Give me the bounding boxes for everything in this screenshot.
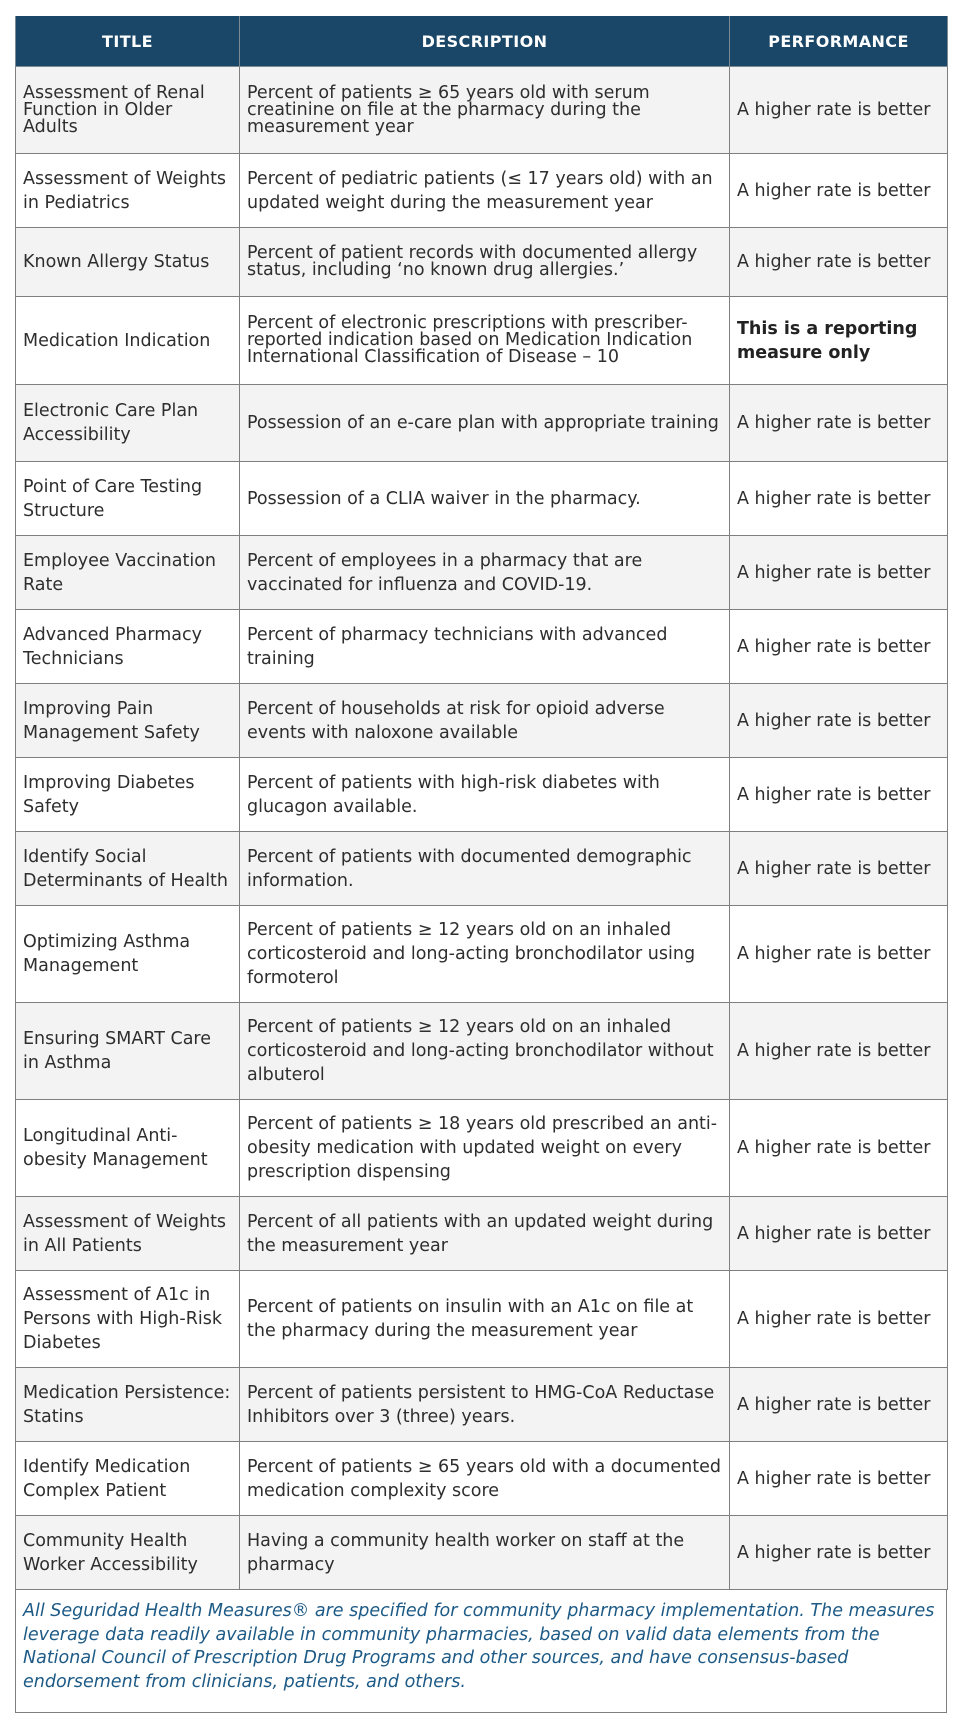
row-performance: A higher rate is better [730,684,948,758]
row-description: Percent of patients ≥ 12 years old on an inhaled corticosteroid and long-acting bronchodilator using formoterol [240,906,730,1003]
table-row [16,67,948,154]
header-performance: PERFORMANCE [730,16,948,67]
row-title: Improving Pain Management Safety [16,684,240,758]
row-performance: A higher rate is better [730,1197,948,1271]
row-title: Assessment of A1c in Persons with High-Risk Diabetes [16,1271,240,1368]
row-title: Ensuring SMART Care in Asthma [16,1003,240,1100]
row-description: Having a community health worker on staff at the pharmacy [240,1516,730,1590]
row-performance: A higher rate is better [730,906,948,1003]
row-description: Possession of an e-care plan with appropriate training [240,385,730,462]
row-title: Employee Vaccination Rate [16,536,240,610]
row-performance: A higher rate is better [730,1516,948,1590]
measures-table [15,16,948,1590]
table-row [16,1003,948,1100]
row-description: Percent of patient records with documented allergy status, including ‘no known drug allergies.’ [240,228,730,297]
row-description: Percent of patients with documented demographic information. [240,832,730,906]
table-row [16,1516,948,1590]
row-description: Percent of patients persistent to HMG-CoA Reductase Inhibitors over 3 (three) years. [240,1368,730,1442]
row-performance: A higher rate is better [730,385,948,462]
row-performance: This is a reporting measure only [730,297,948,385]
table-row [16,1442,948,1516]
table-row [16,610,948,684]
row-description: Percent of patients ≥ 65 years old with serum creatinine on file at the pharmacy during the measurement year [240,67,730,154]
header-title: TITLE [16,16,240,67]
row-description: Percent of patients ≥ 18 years old prescribed an anti-obesity medication with updated weight on every prescription dispensing [240,1100,730,1197]
row-performance: A higher rate is better [730,1442,948,1516]
row-performance: A higher rate is better [730,154,948,228]
table-row [16,536,948,610]
row-title: Advanced Pharmacy Technicians [16,610,240,684]
footnote: All Seguridad Health Measures® are specified for community pharmacy implementation. The measures leverage data readily available in community pharmacies, based on valid data elements from the National Council of Prescription Drug Programs and other sources, and have consensus-based endorsement from clinicians, patients, and others. [15,1590,947,1713]
row-description: Possession of a CLIA waiver in the pharmacy. [240,462,730,536]
table-row [16,462,948,536]
row-title: Identify Social Determinants of Health [16,832,240,906]
row-performance: A higher rate is better [730,1003,948,1100]
row-performance: A higher rate is better [730,1271,948,1368]
table-row [16,154,948,228]
row-title: Longitudinal Anti-obesity Management [16,1100,240,1197]
row-description: Percent of all patients with an updated weight during the measurement year [240,1197,730,1271]
row-description: Percent of patients ≥ 65 years old with a documented medication complexity score [240,1442,730,1516]
table-row [16,906,948,1003]
row-title: Medication Persistence: Statins [16,1368,240,1442]
table-row [16,228,948,297]
row-title: Community Health Worker Accessibility [16,1516,240,1590]
measures-document [15,16,947,1713]
row-performance: A higher rate is better [730,832,948,906]
row-title: Assessment of Weights in All Patients [16,1197,240,1271]
row-description: Percent of patients with high-risk diabetes with glucagon available. [240,758,730,832]
row-performance: A higher rate is better [730,462,948,536]
row-description: Percent of pharmacy technicians with advanced training [240,610,730,684]
row-description: Percent of patients on insulin with an A1c on file at the pharmacy during the measurement year [240,1271,730,1368]
row-title: Assessment of Renal Function in Older Adults [16,67,240,154]
row-performance: A higher rate is better [730,228,948,297]
row-description: Percent of electronic prescriptions with prescriber-reported indication based on Medication Indication International Classification of Disease – 10 [240,297,730,385]
row-description: Percent of pediatric patients (≤ 17 years old) with an updated weight during the measurement year [240,154,730,228]
row-performance: A higher rate is better [730,1100,948,1197]
table-row [16,684,948,758]
row-title: Identify Medication Complex Patient [16,1442,240,1516]
table-row [16,832,948,906]
row-description: Percent of patients ≥ 12 years old on an inhaled corticosteroid and long-acting bronchodilator without albuterol [240,1003,730,1100]
row-performance: A higher rate is better [730,758,948,832]
row-title: Assessment of Weights in Pediatrics [16,154,240,228]
table-row [16,297,948,385]
table-row [16,758,948,832]
row-title: Improving Diabetes Safety [16,758,240,832]
table-row [16,1100,948,1197]
row-title: Medication Indication [16,297,240,385]
row-description: Percent of households at risk for opioid adverse events with naloxone available [240,684,730,758]
table-header-row [16,16,948,67]
table-row [16,1368,948,1442]
row-performance: A higher rate is better [730,610,948,684]
row-performance: A higher rate is better [730,1368,948,1442]
row-performance: A higher rate is better [730,536,948,610]
table-row [16,385,948,462]
row-description: Percent of employees in a pharmacy that are vaccinated for influenza and COVID-19. [240,536,730,610]
row-title: Known Allergy Status [16,228,240,297]
row-performance: A higher rate is better [730,67,948,154]
table-row [16,1271,948,1368]
row-title: Point of Care Testing Structure [16,462,240,536]
row-title: Optimizing Asthma Management [16,906,240,1003]
row-title: Electronic Care Plan Accessibility [16,385,240,462]
header-description: DESCRIPTION [240,16,730,67]
table-row [16,1197,948,1271]
